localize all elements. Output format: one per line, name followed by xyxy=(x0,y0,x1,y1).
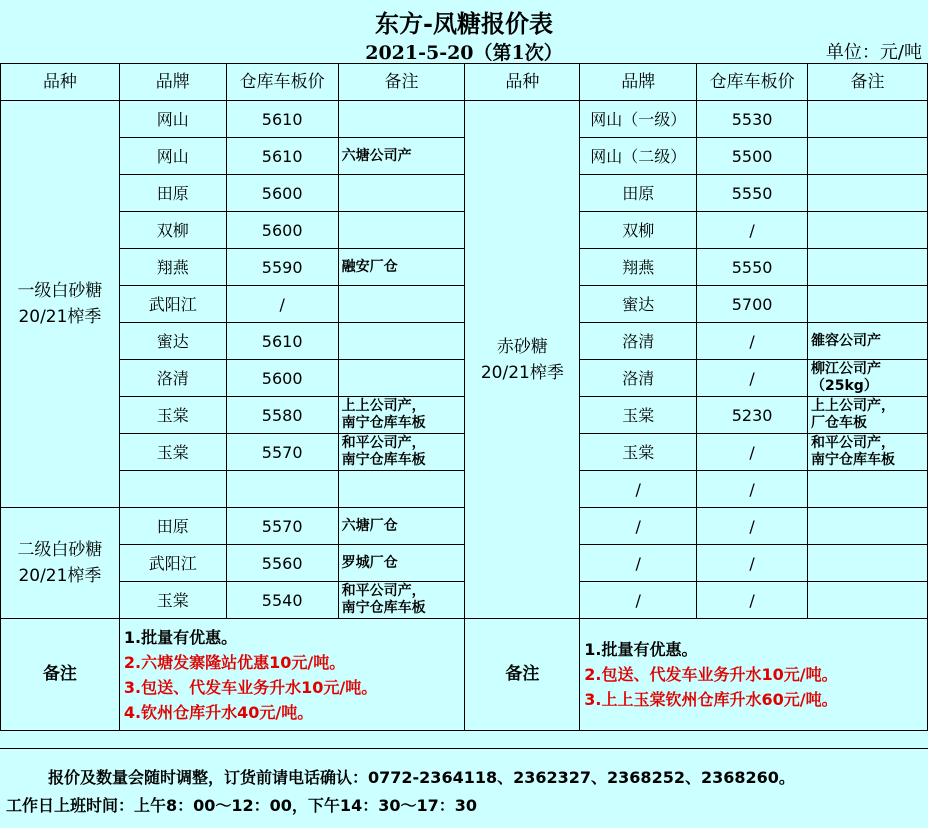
note-line: 和平公司产， xyxy=(341,435,426,451)
category-cell xyxy=(465,101,580,619)
note-cell xyxy=(338,101,465,138)
note-cell xyxy=(338,397,465,434)
price-cell: 5560 xyxy=(226,545,338,582)
note-line: （25kg） xyxy=(811,378,878,394)
unit-label: 单位：元/吨 xyxy=(825,42,922,63)
header-cell: 备注 xyxy=(808,64,928,101)
note-line: 融安厂仓 xyxy=(341,258,398,275)
price-cell: 5570 xyxy=(226,508,338,545)
brand-cell: 双柳 xyxy=(580,212,697,249)
table-row xyxy=(1,138,928,175)
brand-cell: 田原 xyxy=(119,508,226,545)
note-line: 雒容公司产 xyxy=(811,332,882,349)
header-row xyxy=(1,64,928,101)
note-line: 和平公司产， xyxy=(811,435,896,451)
brand-cell: 翔燕 xyxy=(580,249,697,286)
brand-cell: 洛清 xyxy=(580,323,697,360)
category-line: 20/21榨季 xyxy=(18,566,102,586)
price-cell: 5500 xyxy=(697,138,808,175)
note-cell xyxy=(338,471,465,508)
header-cell: 仓库车板价 xyxy=(697,64,808,101)
note-cell xyxy=(808,582,928,619)
brand-cell: 玉棠 xyxy=(580,397,697,434)
brand-cell: / xyxy=(580,471,697,508)
note-cell xyxy=(338,360,465,397)
brand-cell: 网山（一级） xyxy=(580,101,697,138)
category-line: 20/21榨季 xyxy=(18,307,102,327)
note-cell xyxy=(338,138,465,175)
note-cell xyxy=(808,138,928,175)
remarks-label: 备注 xyxy=(465,619,580,731)
brand-cell xyxy=(119,471,226,508)
footer-hours: 工作日上班时间：上午8：00～12：00，下午14：30～17：30 xyxy=(6,796,477,815)
price-cell: 5600 xyxy=(226,175,338,212)
table-row xyxy=(1,434,928,471)
note-line: 上上公司产， xyxy=(811,398,896,414)
category-line: 20/21榨季 xyxy=(480,362,564,383)
note-line: 南宁仓库车板 xyxy=(341,452,426,468)
price-cell: 5230 xyxy=(697,397,808,434)
price-cell: 5600 xyxy=(226,212,338,249)
price-table xyxy=(0,63,928,731)
remarks-label: 备注 xyxy=(1,619,120,731)
brand-cell: 双柳 xyxy=(119,212,226,249)
note-line: 南宁仓库车板 xyxy=(341,600,426,616)
note-cell xyxy=(808,286,928,323)
header-cell: 品牌 xyxy=(119,64,226,101)
price-cell: / xyxy=(226,286,338,323)
note-line: 和平公司产， xyxy=(341,583,426,599)
note-cell xyxy=(808,434,928,471)
note-line: 柳江公司产 xyxy=(811,361,882,377)
note-cell xyxy=(808,471,928,508)
price-cell: 5580 xyxy=(226,397,338,434)
table-row xyxy=(1,471,928,508)
price-cell: 5550 xyxy=(697,249,808,286)
price-cell: / xyxy=(697,212,808,249)
note-cell xyxy=(338,249,465,286)
table-row xyxy=(1,249,928,286)
note-cell xyxy=(808,360,928,397)
note-cell xyxy=(808,508,928,545)
header-cell: 备注 xyxy=(338,64,465,101)
brand-cell: 翔燕 xyxy=(119,249,226,286)
note-cell xyxy=(808,397,928,434)
note-line: 南宁仓库车板 xyxy=(341,415,426,431)
price-cell: 5610 xyxy=(226,101,338,138)
price-cell: 5550 xyxy=(697,175,808,212)
brand-cell: 武阳江 xyxy=(119,545,226,582)
price-cell: / xyxy=(697,434,808,471)
price-cell: 5590 xyxy=(226,249,338,286)
table-row xyxy=(1,545,928,582)
brand-cell: 玉棠 xyxy=(580,434,697,471)
price-cell: 5700 xyxy=(697,286,808,323)
brand-cell: 网山 xyxy=(119,101,226,138)
table-row xyxy=(1,175,928,212)
note-line: 厂仓车板 xyxy=(811,415,868,431)
note-cell xyxy=(338,212,465,249)
note-cell xyxy=(338,323,465,360)
category-cell xyxy=(1,101,120,508)
header-cell: 品种 xyxy=(1,64,120,101)
header-cell: 品牌 xyxy=(580,64,697,101)
table-row xyxy=(1,508,928,545)
remarks-list xyxy=(119,619,465,731)
note-cell xyxy=(808,212,928,249)
remark-item: 3.上上玉棠钦州仓库升水60元/吨。 xyxy=(584,690,838,709)
brand-cell: 蜜达 xyxy=(580,286,697,323)
table-row xyxy=(1,286,928,323)
price-cell: 5610 xyxy=(226,138,338,175)
table-row xyxy=(1,360,928,397)
footer xyxy=(0,748,928,828)
price-cell: / xyxy=(697,360,808,397)
price-cell: / xyxy=(697,545,808,582)
table-row xyxy=(1,212,928,249)
note-line: 六塘公司产 xyxy=(341,147,412,164)
brand-cell: 田原 xyxy=(580,175,697,212)
remark-item: 2.包送、代发车业务升水10元/吨。 xyxy=(584,665,838,684)
note-cell xyxy=(338,582,465,619)
price-cell: 5570 xyxy=(226,434,338,471)
note-cell xyxy=(808,249,928,286)
table-row xyxy=(1,323,928,360)
remarks-row xyxy=(1,619,928,731)
footer-contact: 报价及数量会随时调整，订货前请电话确认：0772-2364118、2362327、2368252、2368260。 xyxy=(48,768,795,787)
table-row xyxy=(1,582,928,619)
remark-item: 4.钦州仓库升水40元/吨。 xyxy=(123,702,314,722)
remark-item: 1.批量有优惠。 xyxy=(123,627,238,647)
header-cell: 品种 xyxy=(465,64,580,101)
brand-cell: 玉棠 xyxy=(119,397,226,434)
note-cell xyxy=(338,434,465,471)
category-cell xyxy=(1,508,120,619)
brand-cell: / xyxy=(580,508,697,545)
brand-cell: / xyxy=(580,582,697,619)
note-cell xyxy=(338,545,465,582)
brand-cell: 网山（二级） xyxy=(580,138,697,175)
price-cell: / xyxy=(697,582,808,619)
price-cell: / xyxy=(697,508,808,545)
price-cell: 5600 xyxy=(226,360,338,397)
note-cell xyxy=(808,545,928,582)
brand-cell: 洛清 xyxy=(580,360,697,397)
note-cell xyxy=(808,323,928,360)
note-cell xyxy=(808,101,928,138)
note-cell xyxy=(808,175,928,212)
brand-cell: 武阳江 xyxy=(119,286,226,323)
note-cell xyxy=(338,508,465,545)
brand-cell: 玉棠 xyxy=(119,582,226,619)
remark-item: 2.六塘发寨隆站优惠10元/吨。 xyxy=(123,652,346,672)
brand-cell: 蜜达 xyxy=(119,323,226,360)
brand-cell: 玉棠 xyxy=(119,434,226,471)
price-cell: / xyxy=(697,471,808,508)
note-line: 六塘厂仓 xyxy=(341,517,398,534)
sheet-title: 东方-凤糖报价表 xyxy=(375,9,553,38)
table-row xyxy=(1,101,928,138)
note-line: 罗城厂仓 xyxy=(341,554,398,571)
price-cell: 5530 xyxy=(697,101,808,138)
category-line: 一级白砂糖 xyxy=(17,281,103,301)
price-cell xyxy=(226,471,338,508)
remark-item: 3.包送、代发车业务升水10元/吨。 xyxy=(123,677,378,697)
brand-cell: 洛清 xyxy=(119,360,226,397)
category-line: 赤砂糖 xyxy=(496,336,548,357)
brand-cell: 田原 xyxy=(119,175,226,212)
remark-item: 1.批量有优惠。 xyxy=(584,640,698,659)
category-line: 二级白砂糖 xyxy=(17,540,103,560)
table-row xyxy=(1,397,928,434)
sheet-date: 2021-5-20（第1次） xyxy=(365,42,563,64)
note-line: 上上公司产， xyxy=(341,398,426,414)
brand-cell: / xyxy=(580,545,697,582)
note-line: 南宁仓库车板 xyxy=(811,452,896,468)
note-cell xyxy=(338,286,465,323)
remarks-list xyxy=(580,619,928,731)
note-cell xyxy=(338,175,465,212)
brand-cell: 网山 xyxy=(119,138,226,175)
price-cell: / xyxy=(697,323,808,360)
header-cell: 仓库车板价 xyxy=(226,64,338,101)
price-cell: 5610 xyxy=(226,323,338,360)
price-cell: 5540 xyxy=(226,582,338,619)
